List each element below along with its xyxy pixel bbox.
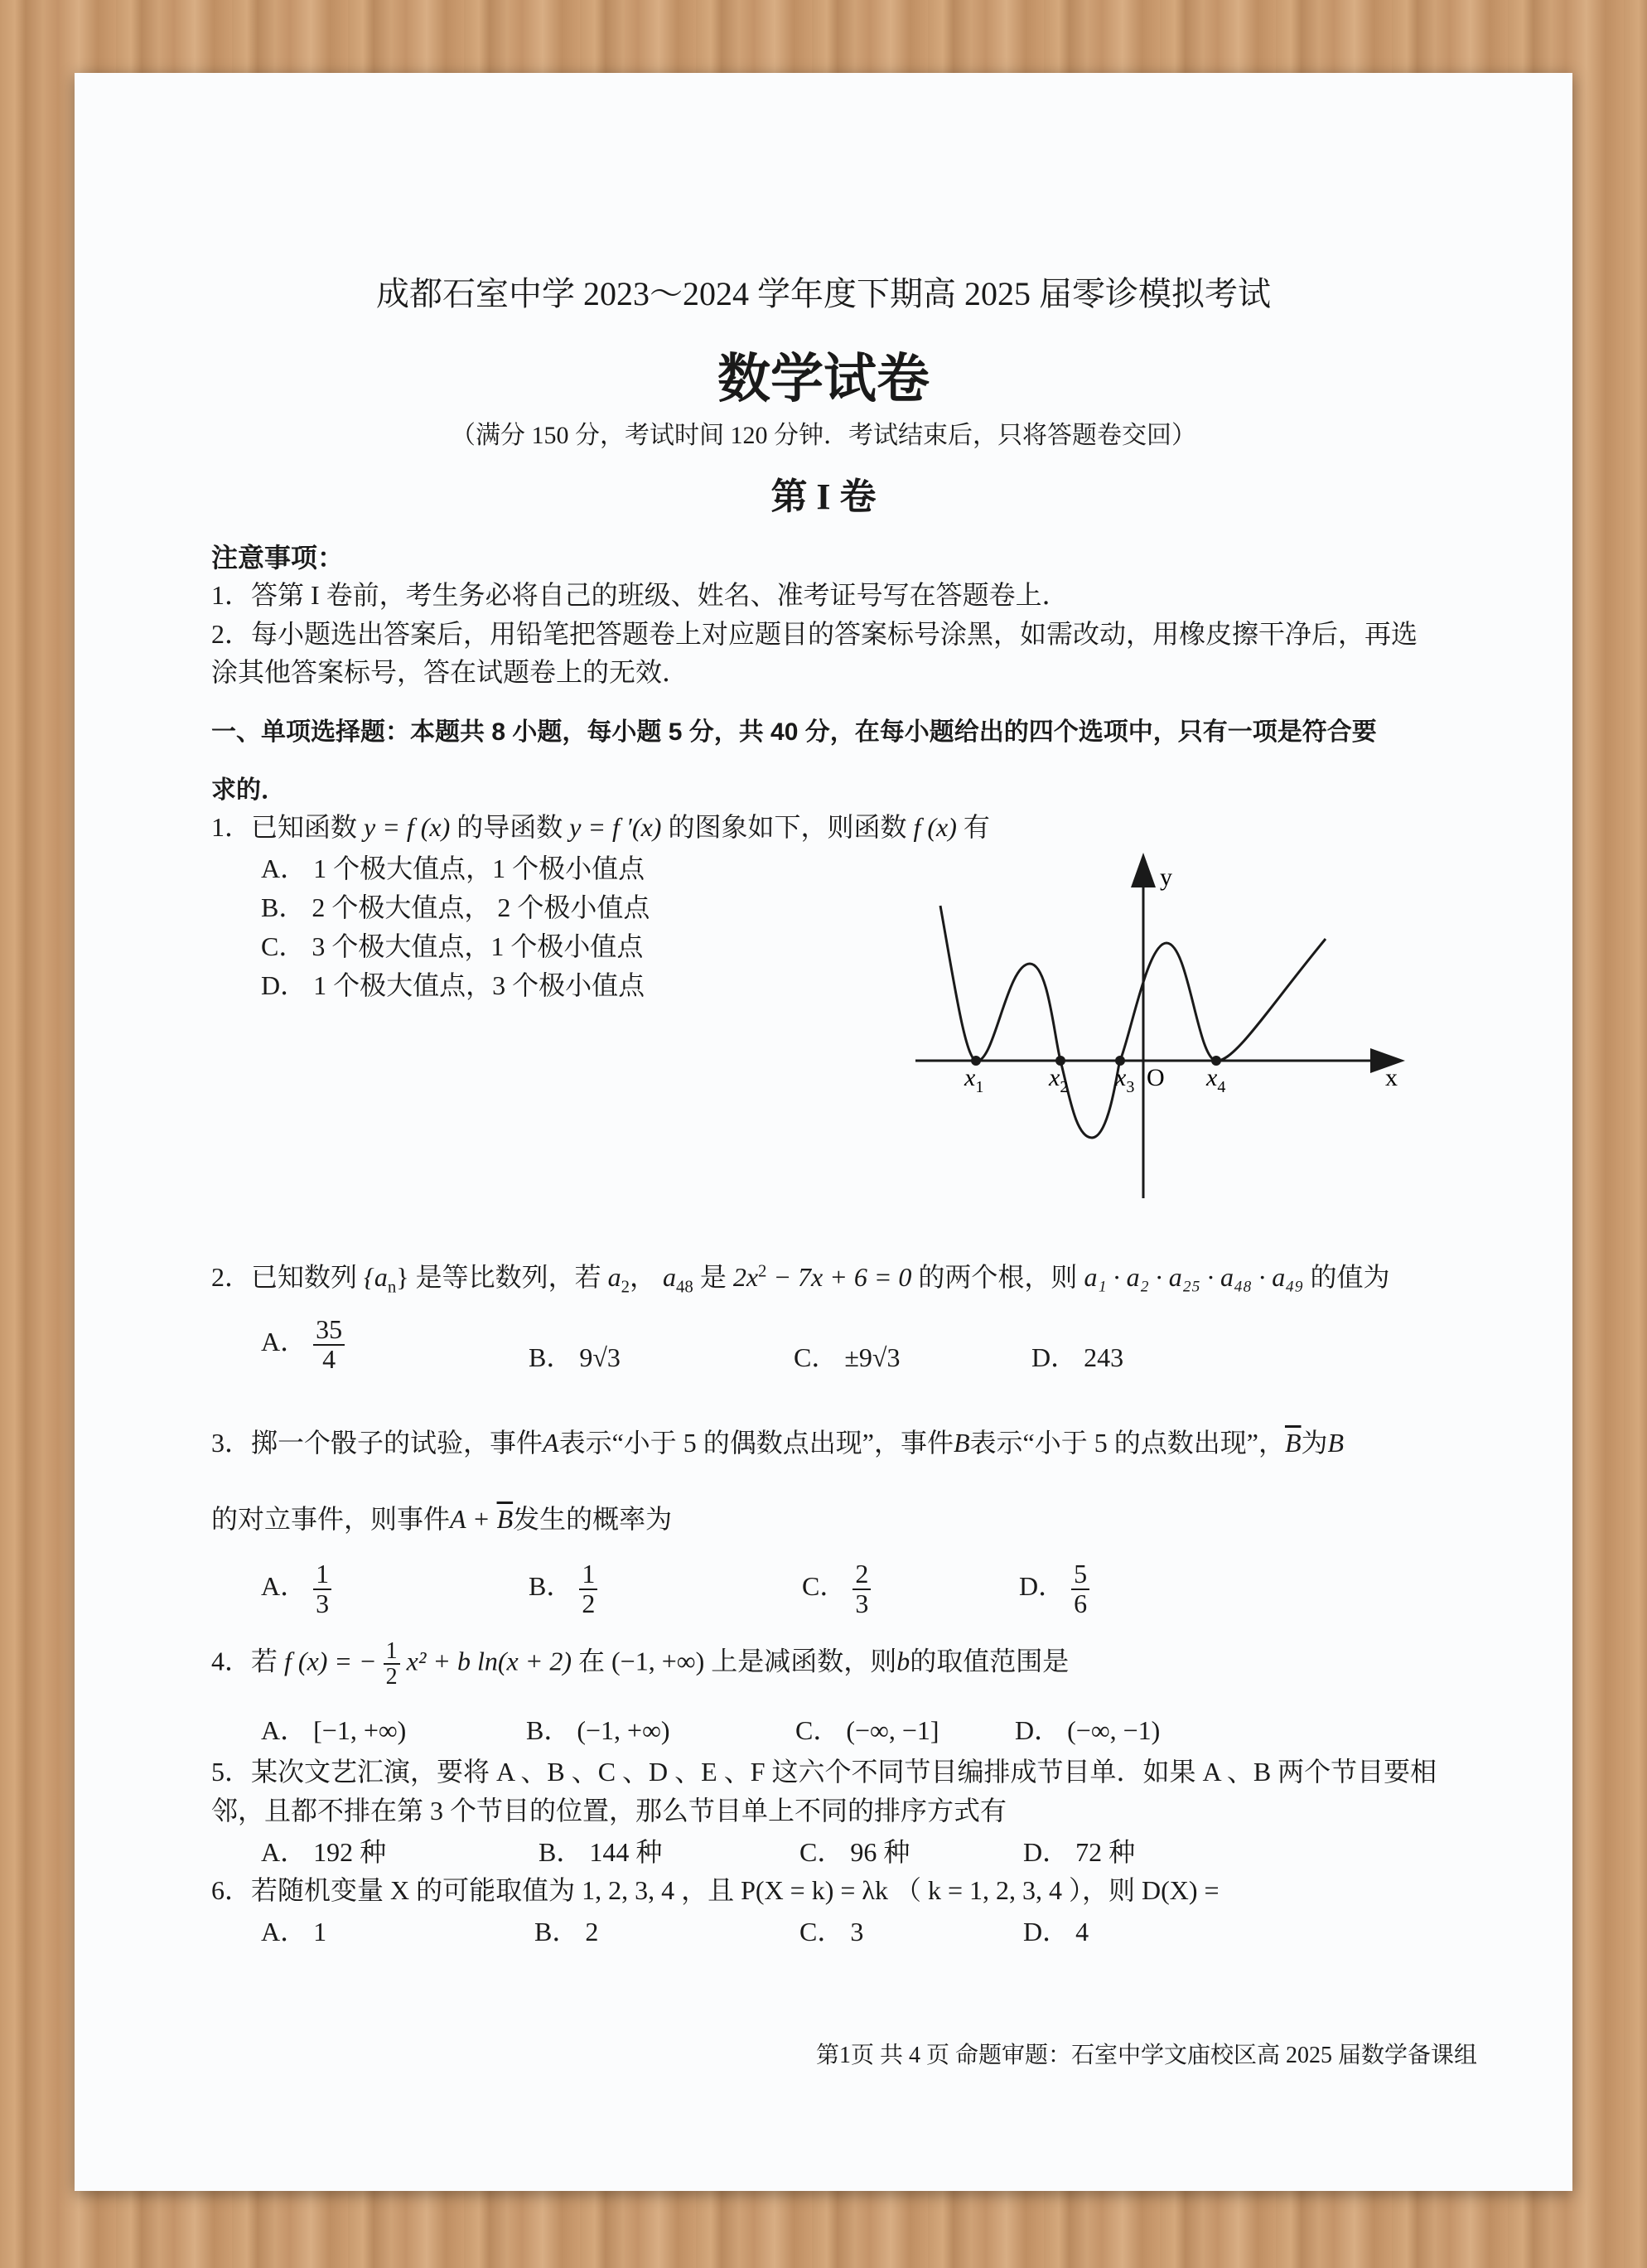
derivative-graph [75, 73, 1572, 1316]
origin-label: O [1147, 1064, 1165, 1091]
question-3-line1: 3．掷一个骰子的试验，事件A表示“小于 5 的偶数点出现”，事件B表示“小于 5 的点数出现”，$\overline{B}$为B [211, 1428, 1345, 1458]
q5-option-a: A． 192 种 [261, 1837, 387, 1867]
q6-option-c: C． 3 [799, 1917, 864, 1946]
q4-option-d: D． (−∞, −1) [1015, 1715, 1161, 1745]
question-1-stem: 1．已知函数 y = f (x) 的导函数 y = f ′(x) 的图象如下，则函数 f (x) 有 [211, 812, 990, 842]
q5-option-c: C． 96 种 [799, 1837, 910, 1867]
question-5-line2: 邻，且都不排在第 3 个节目的位置，那么节目单上不同的排序方式有 [211, 1796, 1007, 1826]
q4-option-c: C． (−∞, −1] [795, 1715, 939, 1745]
instruction-item-1: 1．答第 I 卷前，考生务必将自己的班级、姓名、准考证号写在答题卷上． [211, 580, 1069, 610]
x3-label: $x_3$ [1115, 1064, 1135, 1096]
q4-option-a: A． [−1, +∞) [261, 1715, 407, 1745]
instructions-heading: 注意事项： [211, 543, 345, 573]
question-3-line2: 的对立事件，则事件$A + \overline{B}$发生的概率为 [211, 1504, 673, 1534]
q3-option-c: C． $\frac{2}{3}$ [802, 1560, 871, 1618]
q6-option-b: B． 2 [534, 1917, 599, 1946]
q4-option-b: B． (−1, +∞) [526, 1715, 670, 1745]
instruction-item-2a: 2．每小题选出答案后，用铅笔把答题卷上对应题目的答案标号涂黑，如需改动，用橡皮擦干净后，再选 [211, 619, 1418, 649]
q1-option-a: A． 1 个极大值点，1 个极小值点 [261, 854, 645, 883]
q2-option-a: A． $\frac{35}{4}$ [261, 1316, 345, 1373]
derivative-curve [940, 906, 1326, 1138]
exam-note: （满分 150 分，考试时间 120 分钟．考试结束后，只将答题卷交回） [451, 422, 1196, 449]
x2-label: $x_2$ [1049, 1064, 1069, 1096]
q6-option-a: A． 1 [261, 1917, 327, 1946]
math-expr: y = f (x) [364, 812, 451, 842]
question-5-line1: 5．某次文艺汇演，要将 A 、B 、C 、D 、E 、F 这六个不同节目编排成节目单．如果 A 、B 两个节目要相 [211, 1757, 1437, 1787]
exam-title: 数学试卷 [717, 349, 930, 410]
q5-option-d: D． 72 种 [1023, 1837, 1136, 1867]
exam-subtitle: 成都石室中学 2023～2024 学年度下期高 2025 届零诊模拟考试 [376, 275, 1271, 312]
page-footer: 第1页 共 4 页 命题审题：石室中学文庙校区高 2025 届数学备课组 [815, 2043, 1477, 2068]
x1-label: $x_1$ [964, 1064, 984, 1096]
q2-option-b: B． 9√3 [529, 1342, 621, 1372]
q1-option-d: D． 1 个极大值点，3 个极小值点 [261, 970, 645, 1000]
q3-option-b: B． $\frac{1}{2}$ [529, 1560, 597, 1618]
exam-paper [75, 73, 1572, 2191]
q2-option-c: C． ±9√3 [794, 1342, 901, 1372]
question-6-stem: 6．若随机变量 X 的可能取值为 1, 2, 3, 4 ，且 P(X = k) = λk （ k = 1, 2, 3, 4 ），则 D(X) = [211, 1875, 1220, 1905]
q1-option-c: C． 3 个极大值点，1 个极小值点 [261, 931, 644, 961]
x-axis-label: x [1385, 1064, 1398, 1091]
volume-title: 第 I 卷 [770, 476, 877, 517]
question-4-stem: 4．若 f (x) = − $\frac{1}{2}$ x² + b ln(x + 2) 在 (−1, +∞) 上是减函数，则b的取值范围是 [211, 1638, 1070, 1690]
math-expr: y = f ′(x) [569, 812, 662, 842]
q2-option-d: D． 243 [1031, 1342, 1124, 1372]
instruction-item-2b: 涂其他答案标号，答在试题卷上的无效． [211, 657, 689, 687]
question-2-stem: 2．已知数列 $\{a_n\}$ 是等比数列，若 $a_2$， $a_{48}$ 是 $2x^2 - 7x + 6 = 0$ 的两个根，则 a₁ · a₂ · a₂₅ · a₄₈ · a₄₉ 的值为 [211, 1261, 1390, 1297]
q5-option-b: B． 144 种 [539, 1837, 663, 1867]
q6-option-d: D． 4 [1023, 1917, 1089, 1946]
q1-option-b: B． 2 个极大值点， 2 个极小值点 [261, 892, 650, 922]
y-axis-label: y [1160, 863, 1172, 891]
q3-option-a: A． $\frac{1}{3}$ [261, 1560, 331, 1618]
math-expr: f (x) [913, 812, 957, 842]
section1-heading-line2: 求的． [211, 776, 286, 804]
section1-heading-line1: 一、单项选择题：本题共 8 小题，每小题 5 分，共 40 分，在每小题给出的四个选项中，只有一项是符合要 [211, 718, 1377, 746]
q3-option-d: D． $\frac{5}{6}$ [1019, 1560, 1089, 1618]
x4-label: $x_4$ [1206, 1064, 1226, 1096]
